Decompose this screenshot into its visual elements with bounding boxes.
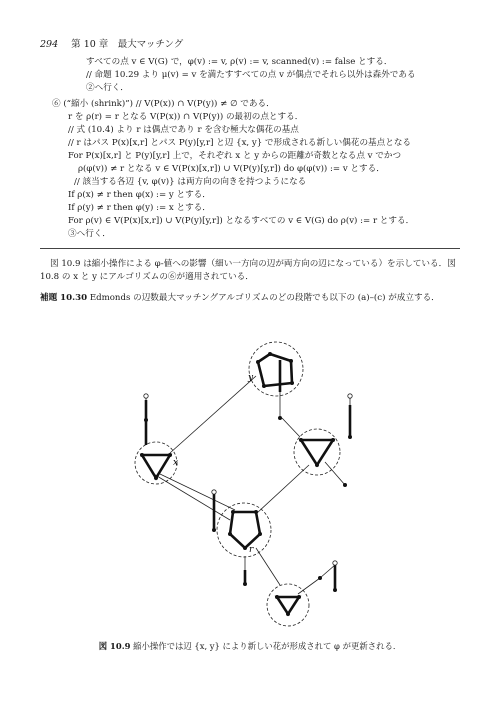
edge [282,418,300,437]
vertex [268,352,272,356]
caption-text: 縮小操作では辺 {x, y} により新しい花が形成されて φ が更新される． [133,641,402,651]
vertex [286,612,290,616]
algo-line: // r はパス P(x)[x,r] とパス P(y)[y,r] と辺 {x, y} で形成される新しい偶花の基点となる [68,138,412,148]
edge [325,462,345,485]
vertex [144,418,148,422]
edge [320,565,335,578]
blossom-cycle [277,597,299,614]
supplement-text: Edmonds の辺数最大マッチングアルゴリズムのどの段階でも以下の (a)–(c) が成立する． [89,293,440,303]
page-number: 294 [40,39,59,50]
blossom-cycle [258,354,292,386]
algo-line: If ρ(y) ≠ r then φ(y) := x とする． [68,203,211,213]
label-r: r [249,545,254,555]
blossom-circle [249,342,303,396]
vertex [144,394,148,398]
algo-line: すべての点 v ∈ V(G) で，φ(v) := v, ρ(v) := v, scanned(v) := false とする． [86,57,393,67]
algo-line: ②へ行く． [86,83,129,93]
vertex [318,576,322,580]
algo-line: // 命題 10.29 より μ(v) = v を満たすすべての点 v が偶点でそれら以外は森外である [86,70,416,80]
vertex [290,381,294,385]
vertex [348,394,352,398]
vertex [228,532,232,536]
edge [170,376,256,453]
edge [152,473,230,520]
vertex [168,453,172,457]
label-y: y [248,373,254,383]
vertex [315,463,319,467]
vertex [243,546,247,550]
vertex [256,360,260,364]
vertex [275,595,279,599]
edge [160,474,235,510]
label-x: x [173,458,179,468]
edge [256,548,280,585]
algo-line: If ρ(x) ≠ r then φ(x) := y とする． [68,190,211,200]
edge [298,578,320,594]
edge [257,465,309,513]
algo-line: ρ(φ(v)) ≠ r となる v ∈ V(P(x)[x,r]) ∪ V(P(y)[y,r]) do φ(φ(v)) := v とする． [78,164,385,174]
blossom-circle [294,429,340,475]
algo-line: For P(x)[x,r] と P(y)[y,r] 上で，それぞれ x と y からの距離が奇数となる点 v でかつ [68,151,402,161]
vertex [289,359,293,363]
vertex [348,435,352,439]
vertex [258,532,262,536]
vertex [212,528,216,532]
vertex [333,588,337,592]
vertex [254,510,258,514]
vertex [297,595,301,599]
vertex [278,416,282,420]
vertex [243,582,247,586]
vertex [154,476,158,480]
algo-line: r を ρ(r) = r となる V(P(x)) ∩ V(P(y)) の最初の点とする． [68,112,304,122]
vertex [299,438,303,442]
algo-line: // 式 (10.4) より r は偶点であり r を含む極大な偶花の基点 [68,125,299,135]
algo-line: // 該当する各辺 {v, φ(v)} は両方向の向きを持つようになる [74,177,307,187]
blossom-cycle [301,440,333,465]
vertex [212,490,216,494]
vertex [231,510,235,514]
vertex [333,561,337,565]
blossom-cycle [230,512,260,548]
figure-description: 図 10.9 は縮小操作による φ-値への影響（細い一方向の辺が両方向の辺になっている）を示している．図 10.8 の x と y にアルゴリズムの⑥が適用されている． [40,259,456,282]
vertex [140,453,144,457]
vertex [262,384,266,388]
caption-label: 図 10.9 [98,641,131,651]
vertex [331,438,335,442]
supplement-label: 補題 10.30 [40,293,88,303]
blossom-cycle [142,455,170,478]
algo-line: For ρ(v) ∈ V(P(x)[x,r]) ∪ V(P(y)[y,r]) となるすべての v ∈ V(G) do ρ(v) := r とする． [68,216,415,226]
algo-step-heading: ⑥ (“縮小 (shrink)”) // V(P(x)) ∩ V(P(y)) ≠ ∅ である． [52,99,275,109]
vertex [343,483,347,487]
chapter-title: 第 10 章 最大マッチング [71,39,184,50]
algo-line: ③へ行く． [68,229,111,239]
figure-caption [0,640,500,652]
